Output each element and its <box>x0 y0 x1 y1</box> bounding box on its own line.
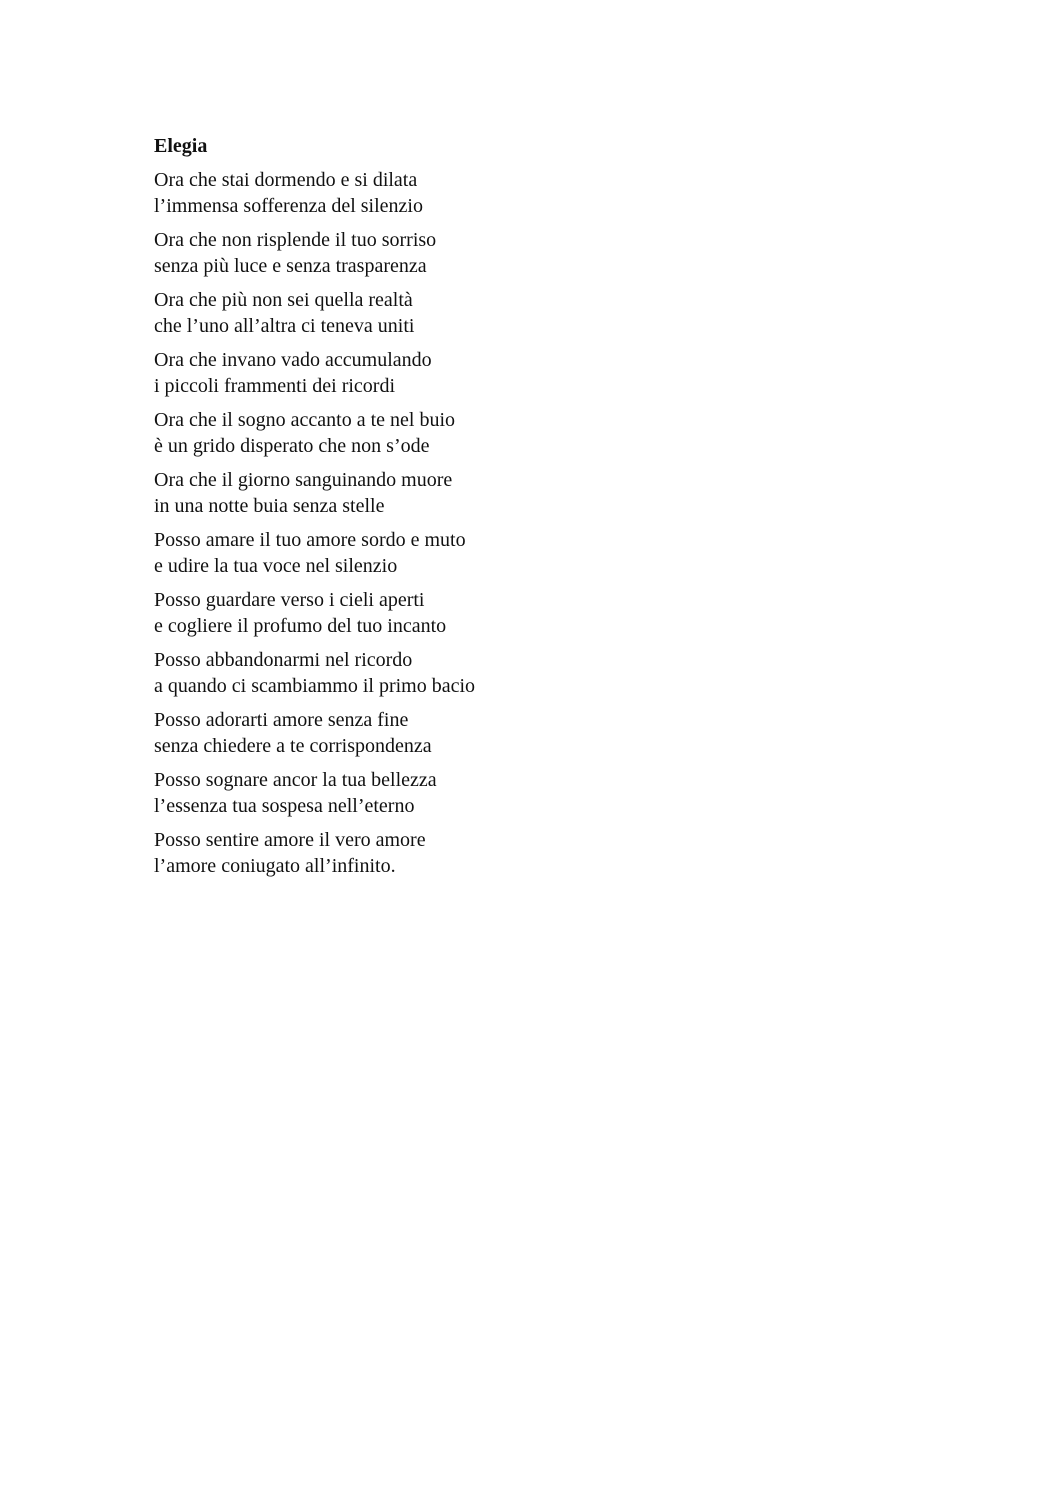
verse-line: Posso abbandonarmi nel ricordo <box>154 649 413 671</box>
verse-line: Ora che non risplende il tuo sorriso <box>154 229 437 251</box>
verse-line: Ora che il sogno accanto a te nel buio <box>154 409 455 431</box>
verse-line: e udire la tua voce nel silenzio <box>154 555 398 577</box>
verse-line: in una notte buia senza stelle <box>154 495 385 517</box>
verse-line: Posso sognare ancor la tua bellezza <box>154 769 437 791</box>
stanza <box>154 167 854 219</box>
verse-line: Posso guardare verso i cieli aperti <box>154 589 425 611</box>
verse-line: l’immensa sofferenza del silenzio <box>154 195 423 217</box>
verse-line: Ora che stai dormendo e si dilata <box>154 169 418 191</box>
stanza <box>154 707 854 759</box>
stanza <box>154 527 854 579</box>
verse-line: Ora che più non sei quella realtà <box>154 289 413 311</box>
verse-line: i piccoli frammenti dei ricordi <box>154 375 396 397</box>
verse-line: l’essenza tua sospesa nell’eterno <box>154 795 415 817</box>
stanza <box>154 647 854 699</box>
stanza <box>154 587 854 639</box>
verse-line: Posso sentire amore il vero amore <box>154 829 426 851</box>
stanza <box>154 407 854 459</box>
verse-line: che l’uno all’altra ci teneva uniti <box>154 315 415 337</box>
verse-line: Posso adorarti amore senza fine <box>154 709 409 731</box>
poem-title: Elegia <box>154 135 208 157</box>
stanza <box>154 467 854 519</box>
stanza <box>154 767 854 819</box>
verse-line: senza più luce e senza trasparenza <box>154 255 427 277</box>
verse-line: l’amore coniugato all’infinito. <box>154 855 396 877</box>
stanza <box>154 827 854 879</box>
stanza <box>154 227 854 279</box>
poem <box>154 133 854 887</box>
verse-line: è un grido disperato che non s’ode <box>154 435 430 457</box>
verse-line: a quando ci scambiammo il primo bacio <box>154 675 476 697</box>
verse-line: Ora che invano vado accumulando <box>154 349 432 371</box>
verse-line: Ora che il giorno sanguinando muore <box>154 469 453 491</box>
stanza <box>154 347 854 399</box>
verse-line: e cogliere il profumo del tuo incanto <box>154 615 447 637</box>
verse-line: senza chiedere a te corrispondenza <box>154 735 432 757</box>
verse-line: Posso amare il tuo amore sordo e muto <box>154 529 466 551</box>
stanza <box>154 287 854 339</box>
